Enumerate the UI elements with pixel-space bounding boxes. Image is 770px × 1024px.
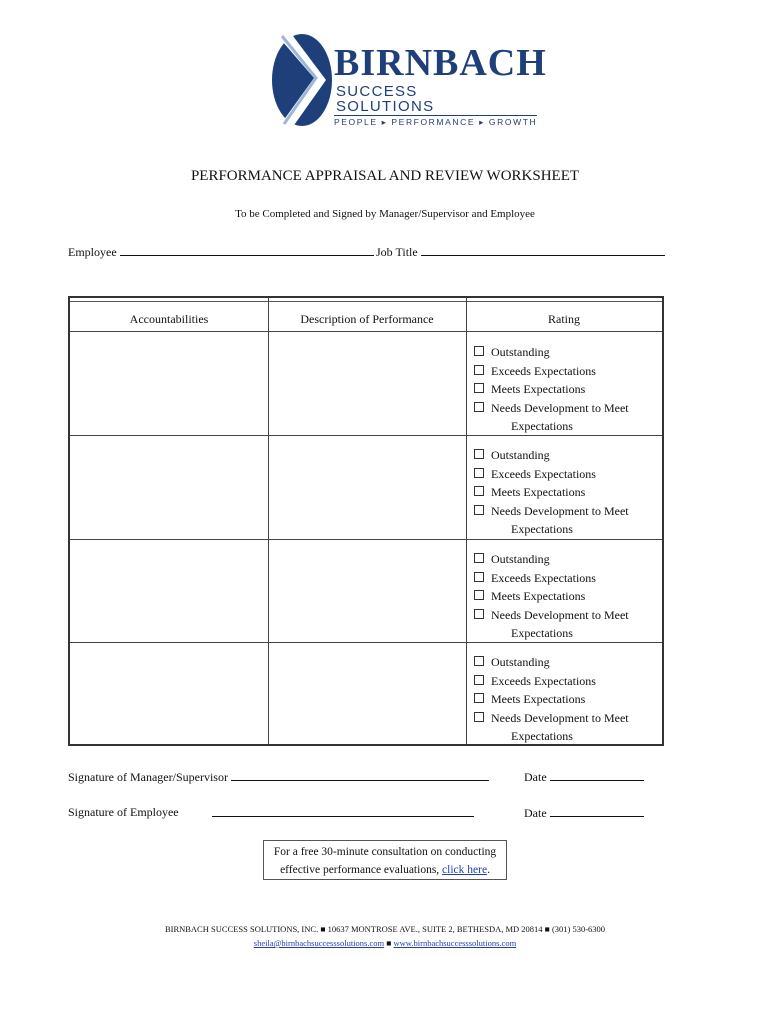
rating-option-continuation: Expectations	[511, 419, 573, 433]
rating-options-row-1	[474, 343, 629, 436]
rating-option[interactable]: Needs Development to Meet	[474, 709, 629, 728]
manager-signature-line[interactable]	[231, 769, 489, 781]
checkbox-icon[interactable]	[474, 505, 484, 515]
separator-icon: ■	[386, 938, 392, 948]
job-title-label: Job Title	[376, 245, 418, 259]
appraisal-table	[68, 296, 664, 746]
job-title-input-line[interactable]	[421, 244, 665, 256]
employee-label: Employee	[68, 245, 117, 259]
rating-option[interactable]: Meets Expectations	[474, 483, 629, 502]
consultation-line-1: For a free 30-minute consultation on conducting	[273, 846, 497, 858]
checkbox-icon[interactable]	[474, 590, 484, 600]
header-description: Description of Performance	[300, 312, 434, 326]
footer-address-line	[0, 924, 770, 934]
employee-date-field	[524, 805, 644, 821]
footer-email-link[interactable]: sheila@birnbachsuccesssolutions.com	[253, 938, 385, 948]
consultation-line-2: effective performance evaluations, click here.	[280, 864, 490, 876]
date-label: Date	[524, 806, 547, 820]
logo-name: BIRNBACH	[334, 42, 547, 84]
rating-option[interactable]: Exceeds Expectations	[474, 672, 629, 691]
checkbox-icon[interactable]	[474, 656, 484, 666]
rating-option[interactable]: Exceeds Expectations	[474, 569, 629, 588]
rating-option[interactable]: Outstanding	[474, 446, 629, 465]
click-here-link[interactable]: click here	[442, 864, 488, 876]
checkbox-icon[interactable]	[474, 609, 484, 619]
logo-emblem-icon	[268, 28, 338, 130]
checkbox-icon[interactable]	[474, 675, 484, 685]
rating-option[interactable]: Meets Expectations	[474, 380, 629, 399]
rating-option[interactable]: Needs Development to Meet	[474, 502, 629, 521]
checkbox-icon[interactable]	[474, 693, 484, 703]
footer-website-link[interactable]: www.birnbachsuccesssolutions.com	[393, 938, 517, 948]
rating-option[interactable]: Needs Development to Meet	[474, 399, 629, 418]
consultation-box	[263, 840, 507, 880]
employee-field	[68, 244, 374, 260]
footer-company: BIRNBACH SUCCESS SOLUTIONS, INC.	[164, 924, 319, 934]
table-column-divider	[268, 298, 269, 744]
date-label: Date	[524, 770, 547, 784]
rating-option[interactable]: Exceeds Expectations	[474, 465, 629, 484]
separator-icon: ■	[544, 924, 550, 934]
checkbox-icon[interactable]	[474, 468, 484, 478]
table-column-divider	[466, 298, 467, 744]
employee-signature-label: Signature of Employee	[68, 805, 179, 819]
checkbox-icon[interactable]	[474, 402, 484, 412]
rating-option-continuation: Expectations	[511, 729, 573, 743]
manager-signature-field	[68, 769, 489, 785]
table-row-divider	[70, 539, 662, 540]
page-subtitle: To be Completed and Signed by Manager/Supervisor and Employee	[235, 208, 535, 220]
rating-options-row-3	[474, 550, 629, 643]
logo-tagline: PEOPLE ▸ PERFORMANCE ▸ GROWTH	[334, 117, 538, 127]
rating-options-row-4	[474, 653, 629, 746]
checkbox-icon[interactable]	[474, 553, 484, 563]
logo-subtitle: SUCCESS SOLUTIONS	[336, 83, 435, 115]
rating-option[interactable]: Meets Expectations	[474, 587, 629, 606]
checkbox-icon[interactable]	[474, 572, 484, 582]
page-title: PERFORMANCE APPRAISAL AND REVIEW WORKSHEET	[190, 168, 580, 184]
checkbox-icon[interactable]	[474, 346, 484, 356]
rating-option[interactable]: Outstanding	[474, 653, 629, 672]
table-top-inner-rule	[70, 301, 662, 302]
employee-signature-line[interactable]	[212, 805, 474, 817]
rating-option[interactable]: Needs Development to Meet	[474, 606, 629, 625]
rating-option-continuation: Expectations	[511, 626, 573, 640]
header-rating: Rating	[548, 312, 580, 326]
footer-address: 10637 MONTROSE AVE., SUITE 2, BETHESDA, MD 20814	[327, 924, 543, 934]
footer-phone: (301) 530-6300	[551, 924, 606, 934]
rating-option-continuation: Expectations	[511, 522, 573, 536]
separator-icon: ■	[320, 924, 326, 934]
rating-option[interactable]: Outstanding	[474, 550, 629, 569]
manager-signature-label: Signature of Manager/Supervisor	[68, 770, 228, 784]
employee-input-line[interactable]	[120, 244, 374, 256]
employee-date-line[interactable]	[550, 805, 644, 817]
header-accountabilities: Accountabilities	[129, 312, 209, 326]
table-row-divider	[70, 331, 662, 332]
company-logo	[268, 28, 547, 130]
checkbox-icon[interactable]	[474, 449, 484, 459]
rating-options-row-2	[474, 446, 629, 539]
checkbox-icon[interactable]	[474, 365, 484, 375]
checkbox-icon[interactable]	[474, 712, 484, 722]
manager-date-field	[524, 769, 644, 785]
checkbox-icon[interactable]	[474, 383, 484, 393]
checkbox-icon[interactable]	[474, 486, 484, 496]
employee-signature-field	[212, 805, 474, 821]
rating-option[interactable]: Exceeds Expectations	[474, 362, 629, 381]
job-title-field	[376, 244, 665, 260]
manager-date-line[interactable]	[550, 769, 644, 781]
rating-option[interactable]: Meets Expectations	[474, 690, 629, 709]
footer-links-line	[0, 938, 770, 948]
rating-option[interactable]: Outstanding	[474, 343, 629, 362]
